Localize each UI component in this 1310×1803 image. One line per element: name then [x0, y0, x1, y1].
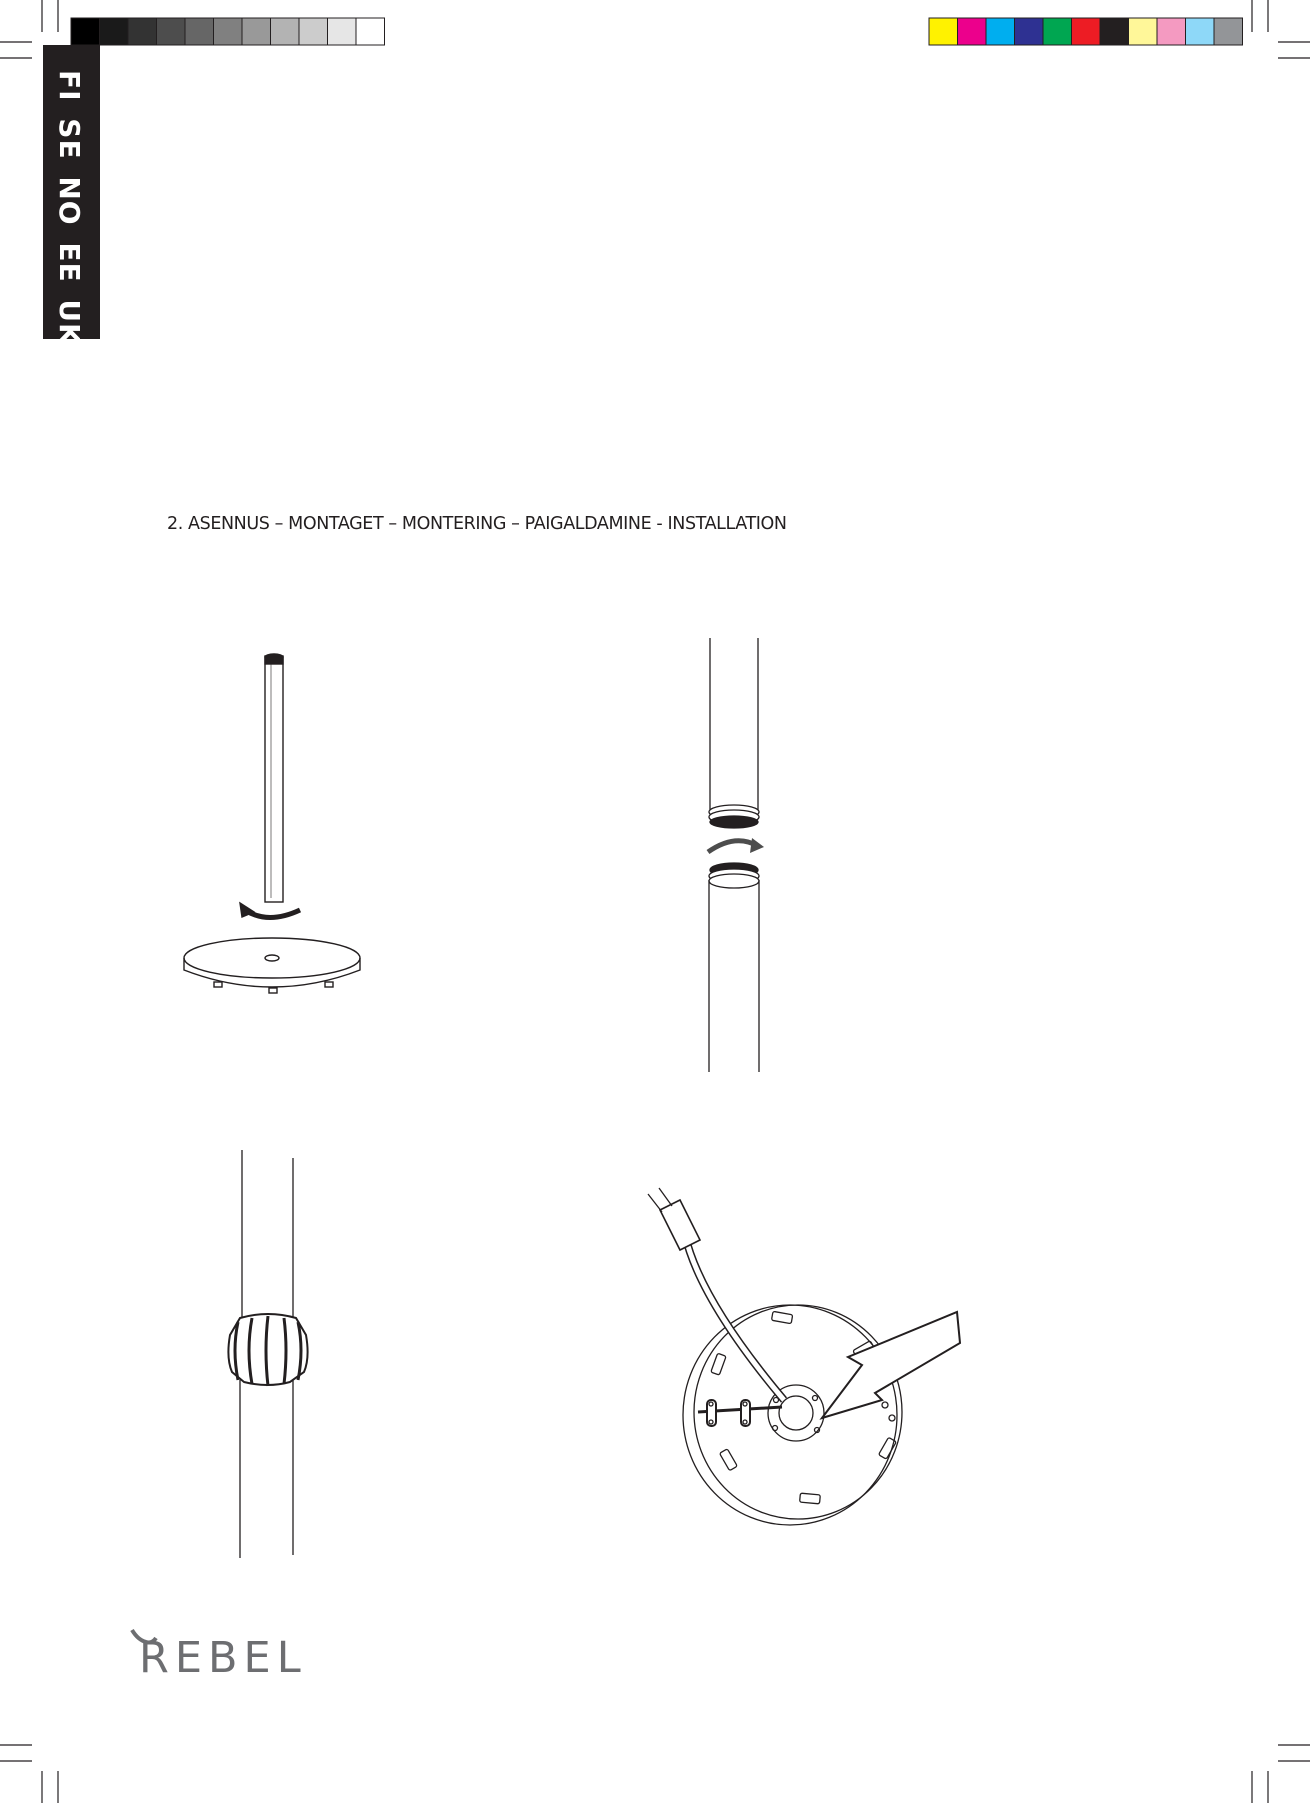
section-heading: 2. ASENNUS – MONTAGET – MONTERING – PAIGALDAMINE - INSTALLATION	[167, 514, 787, 534]
two-pole-sections-joined-icon	[708, 638, 764, 1072]
swatch	[1186, 18, 1215, 45]
swatch	[958, 18, 987, 45]
swatch	[185, 18, 214, 45]
swatch	[128, 18, 157, 45]
swatch	[1214, 18, 1243, 45]
swatch	[1015, 18, 1044, 45]
locking-collar-on-pole-icon	[228, 1150, 307, 1558]
swatch	[157, 18, 186, 45]
swatch	[986, 18, 1015, 45]
swatch	[328, 18, 357, 45]
base-underside-with-cable-icon	[648, 1188, 960, 1525]
color-calibration-bar	[929, 18, 1243, 45]
swatch	[1043, 18, 1072, 45]
swatch	[1157, 18, 1186, 45]
swatch	[214, 18, 243, 45]
swatch	[356, 18, 385, 45]
swatch	[71, 18, 100, 45]
swatch	[1129, 18, 1158, 45]
swatch	[1100, 18, 1129, 45]
swatch	[100, 18, 129, 45]
swatch	[271, 18, 300, 45]
swatch	[1072, 18, 1101, 45]
swatch	[929, 18, 958, 45]
pole-screwed-into-round-base-icon	[184, 654, 360, 993]
brand-logo: REBEL	[139, 1633, 307, 1683]
swatch	[299, 18, 328, 45]
swatch	[242, 18, 271, 45]
language-tab-label: FI SE NO EE UK	[53, 70, 86, 346]
grayscale-calibration-bar	[71, 18, 385, 45]
